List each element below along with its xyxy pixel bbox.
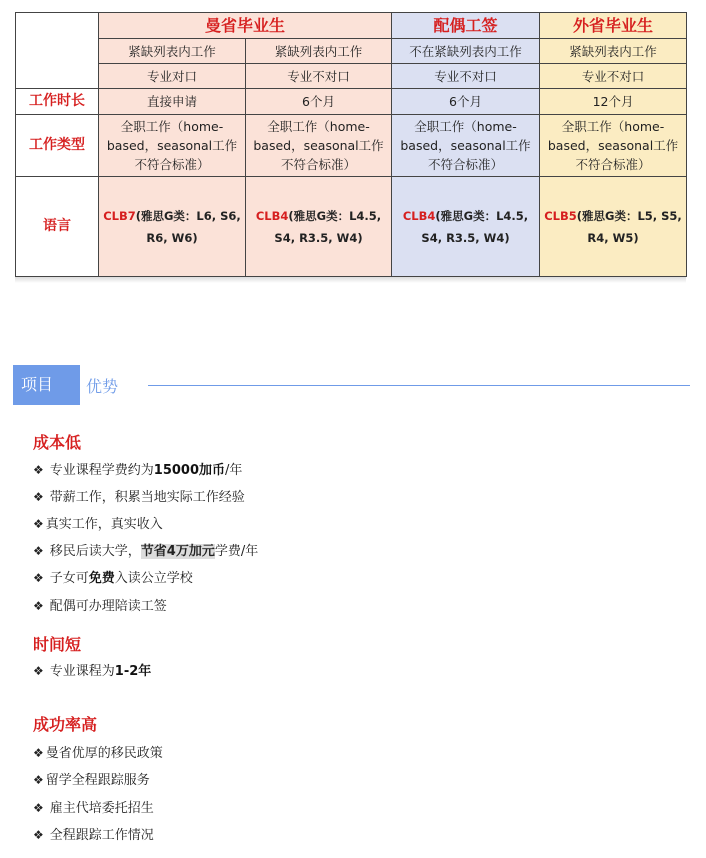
language-cell: CLB4(雅思G类：L4.5, S4, R3.5, W4) (392, 177, 540, 277)
section-tab: 项目 (13, 365, 80, 405)
diamond-bullet-icon: ❖ (33, 544, 44, 558)
list-item: ❖ 真实工作，真实收入 (33, 517, 163, 532)
header-spouse: 配偶工签 (392, 13, 540, 39)
language-cell: CLB5(雅思G类：L5, S5, R4, W5) (540, 177, 687, 277)
list-cell: 紧缺列表内工作 (246, 39, 392, 64)
row-label-work-duration: 工作时长 (16, 89, 99, 115)
work-type-cell: 全职工作（home- based，seasonal工作 不符合标准） (246, 115, 392, 177)
list-cell: 不在紧缺列表内工作 (392, 39, 540, 64)
match-cell: 专业不对口 (392, 64, 540, 89)
section-divider (148, 385, 690, 386)
work-type-cell: 全职工作（home- based，seasonal工作 不符合标准） (99, 115, 246, 177)
duration-cell: 6个月 (246, 89, 392, 115)
duration-cell: 12个月 (540, 89, 687, 115)
header-manitoba: 曼省毕业生 (99, 13, 392, 39)
low-cost-title: 成本低 (33, 433, 82, 452)
section-label: 优势 (86, 377, 119, 396)
header-out-of-province: 外省毕业生 (540, 13, 687, 39)
list-item: ❖ 配偶可办理陪读工签 (33, 599, 167, 614)
duration-cell: 6个月 (392, 89, 540, 115)
list-item: ❖ 专业课程为1-2年 (33, 664, 152, 679)
list-item: ❖ 专业课程学费约为15000加币/年 (33, 463, 243, 478)
high-success-title: 成功率高 (33, 715, 98, 734)
list-item: ❖ 雇主代培委托招生 (33, 801, 154, 816)
duration-cell: 直接申请 (99, 89, 246, 115)
diamond-bullet-icon: ❖ (33, 571, 44, 585)
list-cell: 紧缺列表内工作 (540, 39, 687, 64)
row-label-work-type: 工作类型 (16, 115, 99, 177)
language-cell: CLB7(雅思G类：L6, S6, R6, W6) (99, 177, 246, 277)
language-cell: CLB4(雅思G类：L4.5, S4, R3.5, W4) (246, 177, 392, 277)
list-item: ❖ 带薪工作，积累当地实际工作经验 (33, 490, 245, 505)
table-shadow (15, 277, 686, 283)
diamond-bullet-icon: ❖ (33, 599, 44, 613)
list-item: ❖ 留学全程跟踪服务 (33, 773, 150, 788)
diamond-bullet-icon: ❖ (33, 463, 44, 477)
diamond-bullet-icon: ❖ (33, 801, 44, 815)
comparison-table (15, 12, 687, 277)
work-type-cell: 全职工作（home- based，seasonal工作 不符合标准） (540, 115, 687, 177)
diamond-bullet-icon: ❖ (33, 746, 44, 760)
diamond-bullet-icon: ❖ (33, 773, 44, 787)
diamond-bullet-icon: ❖ (33, 490, 44, 504)
list-cell: 紧缺列表内工作 (99, 39, 246, 64)
list-item: ❖ 曼省优厚的移民政策 (33, 746, 163, 761)
list-item: ❖ 全程跟踪工作情况 (33, 828, 154, 843)
diamond-bullet-icon: ❖ (33, 828, 44, 842)
match-cell: 专业对口 (99, 64, 246, 89)
match-cell: 专业不对口 (246, 64, 392, 89)
work-type-cell: 全职工作（home- based，seasonal工作 不符合标准） (392, 115, 540, 177)
corner-cell (16, 13, 99, 89)
list-item: ❖ 移民后读大学，节省4万加元学费/年 (33, 544, 259, 559)
diamond-bullet-icon: ❖ (33, 517, 44, 531)
short-time-title: 时间短 (33, 635, 82, 654)
match-cell: 专业不对口 (540, 64, 687, 89)
row-label-language: 语言 (16, 177, 99, 277)
list-item: ❖ 子女可免费入读公立学校 (33, 571, 193, 586)
diamond-bullet-icon: ❖ (33, 664, 44, 678)
